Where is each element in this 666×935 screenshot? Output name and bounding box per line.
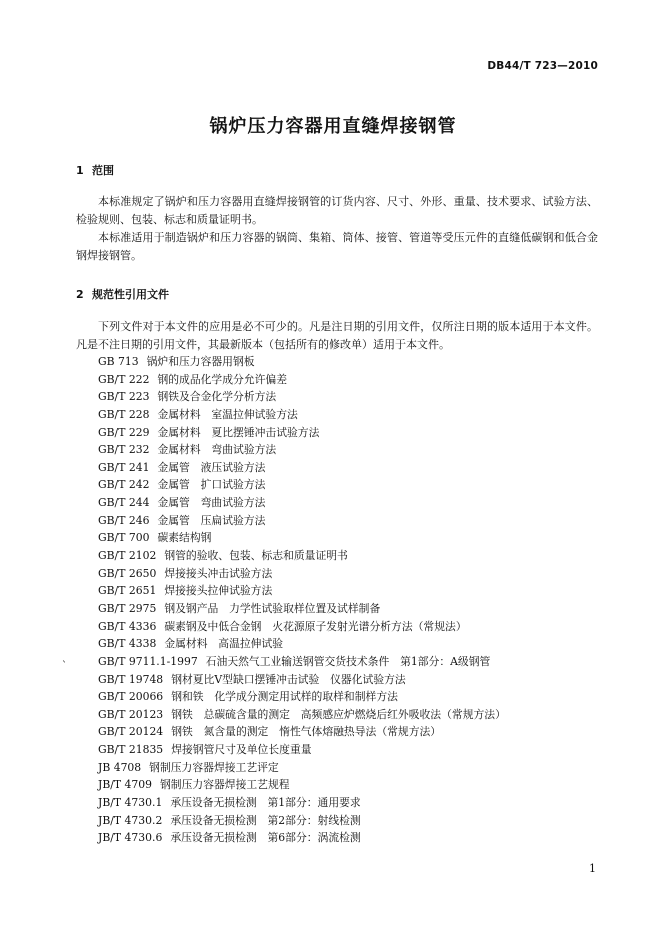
reference-title: 承压设备无损检测 第2部分：射线检测 <box>170 813 361 827</box>
reference-code: JB/T 4709 <box>98 778 153 792</box>
reference-code: JB 4708 <box>98 760 142 774</box>
reference-title: 金属管 压扁试验方法 <box>157 513 266 527</box>
reference-title: 焊接钢管尺寸及单位长度重量 <box>171 743 312 757</box>
reference-title: 碳素结构钢 <box>157 531 212 545</box>
reference-title: 钢和铁 化学成分测定用试样的取样和制样方法 <box>171 690 398 704</box>
reference-item <box>98 794 506 812</box>
section-title: 范围 <box>92 164 114 177</box>
reference-code: GB/T 19748 <box>98 672 164 686</box>
document-code: DB44/T 723—2010 <box>487 60 598 72</box>
reference-item <box>98 706 506 724</box>
reference-item <box>98 547 506 565</box>
reference-title: 钢制压力容器焊接工艺规程 <box>160 778 290 792</box>
reference-title: 钢管的验收、包装、标志和质量证明书 <box>164 549 348 563</box>
reference-title: 碳素钢及中低合金钢 火花源原子发射光谱分析方法（常规法） <box>164 619 467 633</box>
reference-item <box>98 829 506 847</box>
paragraph: 本标准适用于制造锅炉和压力容器的锅筒、集箱、筒体、接管、管道等受压元件的直缝低碳钢和低合金钢焊接钢管。 <box>76 231 598 262</box>
reference-code: GB/T 229 <box>98 425 150 439</box>
reference-code: GB 713 <box>98 355 139 368</box>
reference-title: 钢的成品化学成分允许偏差 <box>157 372 288 386</box>
reference-code: GB/T 232 <box>98 443 150 457</box>
reference-code: GB/T 4336 <box>98 619 157 633</box>
reference-item <box>98 459 506 477</box>
reference-title: 金属材料 室温拉伸试验方法 <box>157 407 298 421</box>
reference-item <box>98 812 506 830</box>
reference-code: GB/T 4338 <box>98 637 157 651</box>
reference-code: GB/T 246 <box>98 513 150 527</box>
reference-item <box>98 618 506 636</box>
reference-item <box>98 494 506 512</box>
reference-title: 钢制压力容器焊接工艺评定 <box>149 760 279 774</box>
reference-title: 金属材料 夏比摆锤冲击试验方法 <box>157 425 320 439</box>
reference-title: 承压设备无损检测 第1部分：通用要求 <box>170 796 361 810</box>
reference-item <box>98 406 506 424</box>
reference-title: 焊接接头冲击试验方法 <box>164 566 273 580</box>
reference-item <box>98 582 506 600</box>
margin-mark: ` <box>62 661 67 672</box>
reference-title: 金属材料 高温拉伸试验 <box>164 637 284 651</box>
reference-title: 金属管 扩口试验方法 <box>157 478 266 492</box>
reference-code: GB/T 222 <box>98 372 150 386</box>
reference-title: 焊接接头拉伸试验方法 <box>164 584 273 598</box>
reference-item <box>98 424 506 442</box>
reference-item <box>98 671 506 689</box>
reference-item <box>98 653 506 671</box>
reference-code: GB/T 244 <box>98 496 150 510</box>
reference-code: GB/T 223 <box>98 390 150 404</box>
reference-title: 钢铁 总碳硫含量的测定 高频感应炉燃烧后红外吸收法（常规方法） <box>171 707 506 721</box>
reference-item <box>98 529 506 547</box>
reference-item <box>98 741 506 759</box>
reference-code: GB/T 228 <box>98 407 150 421</box>
reference-code: GB/T 9711.1-1997 <box>98 654 198 668</box>
reference-code: GB/T 2102 <box>98 549 157 563</box>
reference-code: GB/T 20066 <box>98 690 164 704</box>
reference-code: GB/T 2651 <box>98 584 157 598</box>
reference-item <box>98 371 506 389</box>
reference-item <box>98 723 506 741</box>
reference-title: 承压设备无损检测 第6部分：涡流检测 <box>170 831 361 845</box>
reference-item <box>98 476 506 494</box>
reference-item <box>98 353 506 371</box>
reference-title: 钢材夏比V型缺口摆锤冲击试验 仪器化试验方法 <box>171 672 406 686</box>
reference-title: 金属材料 弯曲试验方法 <box>157 443 277 457</box>
reference-code: JB/T 4730.6 <box>98 831 163 845</box>
reference-title: 金属管 弯曲试验方法 <box>157 496 266 510</box>
reference-title: 金属管 液压试验方法 <box>157 460 266 474</box>
reference-item <box>98 388 506 406</box>
section-1-heading <box>76 162 114 178</box>
section-2-heading <box>76 286 169 302</box>
reference-code: GB/T 20124 <box>98 725 164 739</box>
reference-code: GB/T 242 <box>98 478 150 492</box>
section-title: 规范性引用文件 <box>92 288 169 301</box>
reference-code: GB/T 21835 <box>98 743 164 757</box>
paragraph: 本标准规定了锅炉和压力容器用直缝焊接钢管的订货内容、尺寸、外形、重量、技术要求、试验方法、检验规则、包装、标志和质量证明书。 <box>76 195 598 226</box>
paragraph: 下列文件对于本文件的应用是必不可少的。凡是注日期的引用文件，仅所注日期的版本适用于本文件。凡是不注日期的引用文件，其最新版本（包括所有的修改单）适用于本文件。 <box>76 320 598 351</box>
section-number: 1 <box>76 164 84 177</box>
reference-title: 钢铁 氮含量的测定 惰性气体熔融热导法（常规方法） <box>171 725 442 739</box>
page-number: 1 <box>589 862 596 875</box>
reference-item <box>98 688 506 706</box>
reference-code: GB/T 20123 <box>98 707 164 721</box>
reference-item <box>98 635 506 653</box>
reference-code: GB/T 2650 <box>98 566 157 580</box>
reference-item <box>98 441 506 459</box>
reference-title: 锅炉和压力容器用钢板 <box>146 355 255 368</box>
reference-item <box>98 600 506 618</box>
reference-code: GB/T 241 <box>98 460 150 474</box>
document-title: 锅炉压力容器用直缝焊接钢管 <box>209 116 457 137</box>
reference-title: 钢铁及合金化学分析方法 <box>157 390 277 404</box>
reference-item <box>98 565 506 583</box>
reference-list <box>98 353 506 847</box>
section-number: 2 <box>76 288 84 301</box>
reference-code: JB/T 4730.1 <box>98 796 163 810</box>
reference-code: GB/T 2975 <box>98 601 157 615</box>
reference-item <box>98 759 506 777</box>
reference-title: 石油天然气工业输送钢管交货技术条件 第1部分：A级钢管 <box>205 654 491 668</box>
reference-code: GB/T 700 <box>98 531 150 545</box>
reference-title: 钢及钢产品 力学性试验取样位置及试样制备 <box>164 601 381 615</box>
reference-item <box>98 512 506 530</box>
reference-code: JB/T 4730.2 <box>98 813 163 827</box>
reference-item <box>98 776 506 794</box>
